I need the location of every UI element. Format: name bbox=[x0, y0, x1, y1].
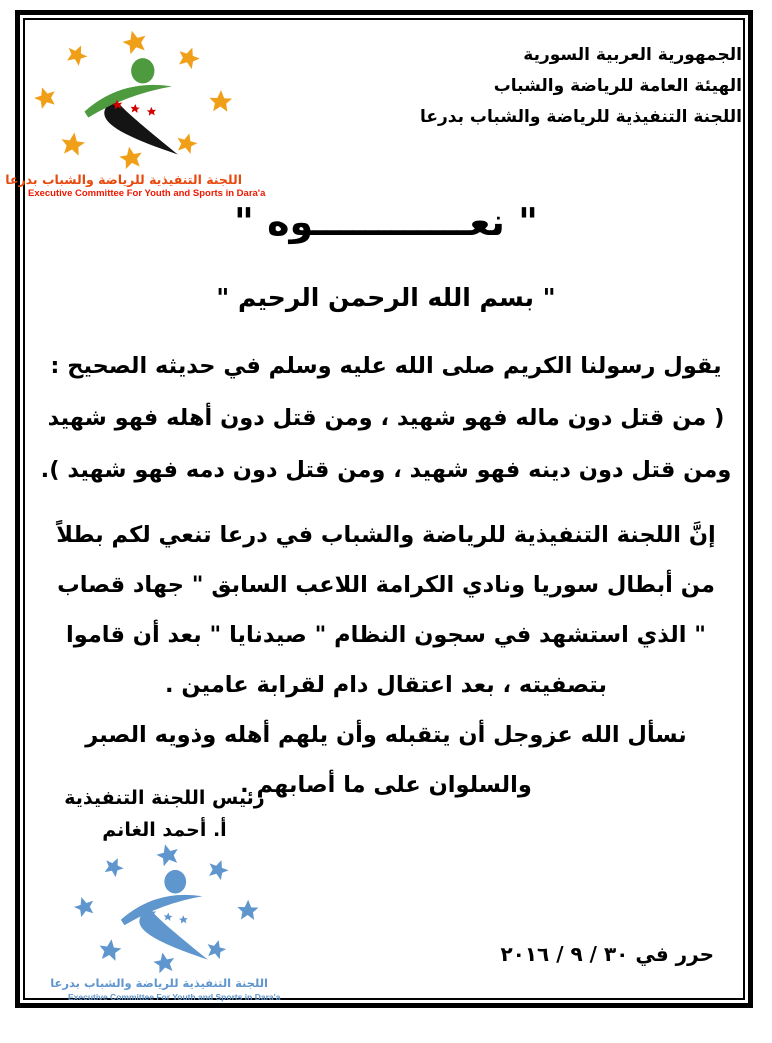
committee-logo-bottom-graphic bbox=[68, 840, 268, 976]
hadith-paragraph bbox=[0, 340, 772, 496]
issue-date: حرر في ٣٠ / ٩ / ٢٠١٦ bbox=[500, 942, 714, 966]
star-ring-icon bbox=[72, 841, 259, 974]
announcement-paragraph bbox=[0, 510, 772, 710]
logo-bottom-english-caption: Executive Committee For Youth and Sports in Dara'a bbox=[68, 992, 281, 1002]
body-line: ( من قتل دون ماله فهو شهيد ، ومن قتل دون أهله فهو شهيد bbox=[47, 405, 725, 431]
committee-logo-bottom bbox=[50, 840, 281, 1004]
letterhead bbox=[342, 40, 742, 133]
body-line: ومن قتل دون دينه فهو شهيد ، ومن قتل دون دمه فهو شهيد ). bbox=[40, 457, 732, 483]
document-title: " نعــــــــــــوه " bbox=[234, 200, 538, 244]
athlete-figure-icon bbox=[84, 58, 177, 154]
logo-bottom-arabic-caption: اللجنة التنفيذية للرياضة والشباب بدرعا bbox=[50, 976, 268, 990]
logo-top-arabic-caption: اللجنة التنفيذية للرياضة والشباب بدرعا bbox=[5, 172, 242, 187]
star-ring-icon bbox=[32, 28, 233, 170]
body-line: والسلوان على ما أصابهم . bbox=[240, 772, 532, 798]
body-line: إنَّ اللجنة التنفيذية للرياضة والشباب في درعا تنعي لكم بطلاً bbox=[56, 522, 716, 548]
body-line: من أبطال سوريا ونادي الكرامة اللاعب السابق " جهاد قصاب bbox=[57, 572, 715, 598]
body-line: نسأل الله عزوجل أن يتقبله وأن يلهم أهله وذويه الصبر bbox=[85, 722, 687, 748]
committee-logo-top-graphic bbox=[28, 26, 242, 172]
letterhead-line-authority: الهيئة العامة للرياضة والشباب bbox=[493, 76, 742, 96]
body-line: " الذي استشهد في سجون النظام " صيدنايا " بعد أن قاموا bbox=[66, 622, 706, 648]
body-line: يقول رسولنا الكريم صلى الله عليه وسلم في حديثه الصحيح : bbox=[50, 353, 722, 379]
letterhead-line-committee: اللجنة التنفيذية للرياضة والشباب بدرعا bbox=[420, 107, 742, 127]
signature-name: أ. أحمد الغانم bbox=[102, 819, 227, 841]
committee-logo-top bbox=[5, 26, 266, 200]
signature-block bbox=[52, 782, 277, 846]
athlete-figure-icon bbox=[121, 870, 208, 960]
letterhead-line-republic: الجمهورية العربية السورية bbox=[523, 45, 742, 65]
basmala-line: " بسم الله الرحمن الرحيم " bbox=[216, 283, 556, 312]
logo-top-english-caption: Executive Committee For Youth and Sports in Dara'a bbox=[28, 188, 266, 199]
signature-role: رئيس اللجنة التنفيذية bbox=[64, 787, 265, 809]
body-line: بتصفيته ، بعد اعتقال دام لقرابة عامين . bbox=[165, 672, 607, 698]
